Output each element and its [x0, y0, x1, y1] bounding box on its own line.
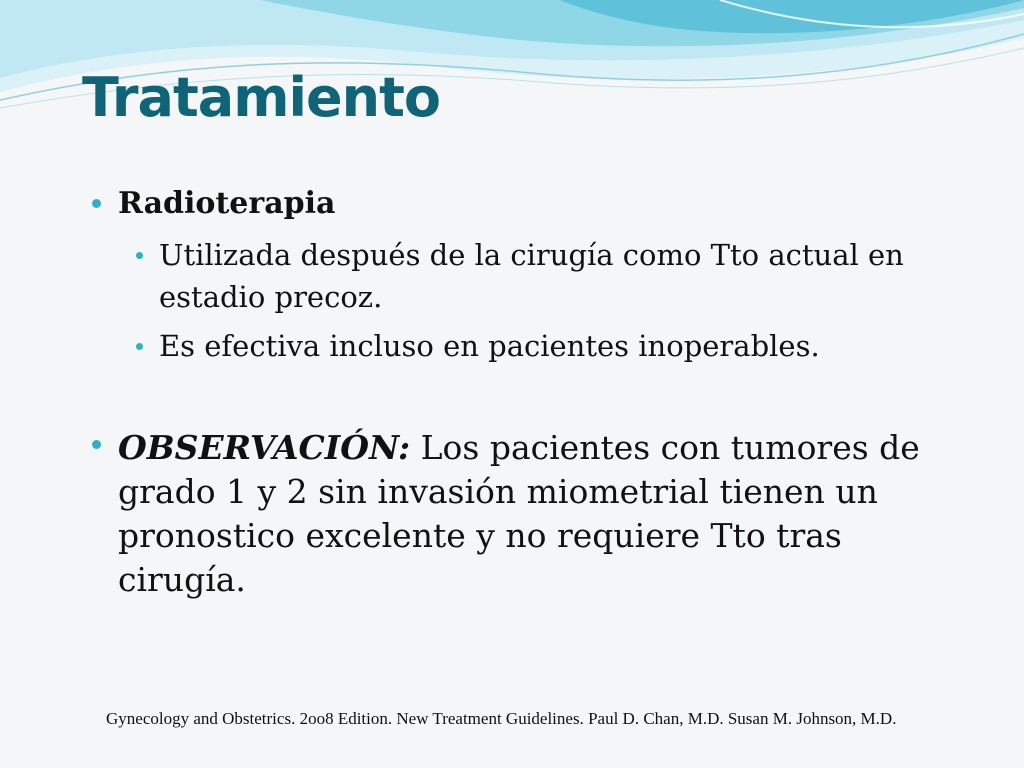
sub-bullet-item: Es efectiva incluso en pacientes inoperables.	[159, 329, 820, 363]
bullet-dot-icon	[92, 440, 101, 449]
bullet-heading: Radioterapia	[118, 186, 336, 221]
slide-title: Tratamiento	[82, 66, 440, 129]
observation-label: OBSERVACIÓN:	[118, 428, 411, 467]
sub-bullet-dot-icon	[136, 343, 143, 350]
bullet-dot-icon	[92, 199, 101, 208]
observation-paragraph	[118, 426, 938, 602]
sub-bullet-item: Utilizada después de la cirugía como Tto actual en estadio precoz.	[159, 238, 904, 314]
reference-citation: Gynecology and Obstetrics. 2oo8 Edition. New Treatment Guidelines. Paul D. Chan, M.D. Susan M. Johnson, M.D.	[106, 709, 897, 728]
observation-text: Los pacientes con tumores de grado 1 y 2 sin invasión miometrial tienen un pronostico excelente y no requiere Tto tras cirugía.	[118, 428, 920, 599]
sub-bullet-dot-icon	[136, 252, 143, 259]
